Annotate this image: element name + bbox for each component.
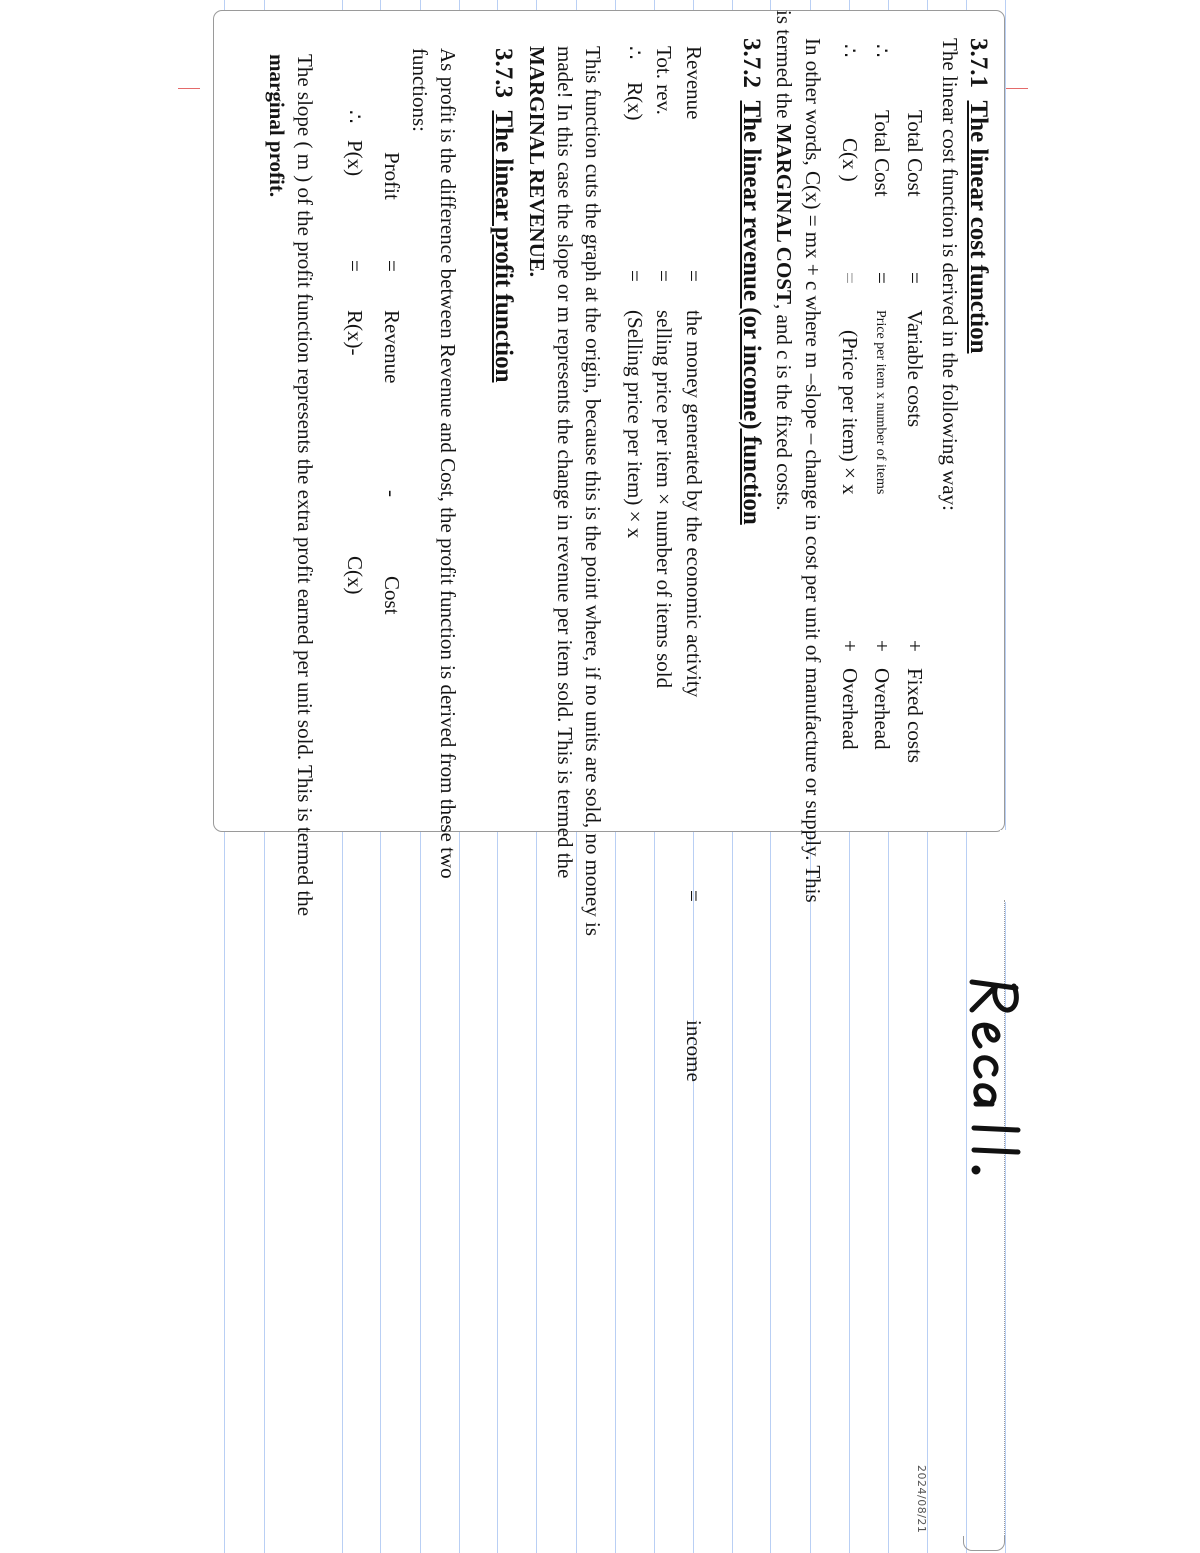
- rev-row3-lhs: R(x): [623, 82, 647, 121]
- cost-row2-op: +: [870, 640, 894, 652]
- cost-row1-a: Variable costs: [903, 310, 927, 428]
- para-373-line2: marginal profit.: [265, 54, 289, 198]
- cost-row3-lhs: C(x ): [838, 138, 862, 182]
- intro-371: The linear cost function is derived in the following way:: [938, 38, 962, 511]
- profit-row2-b: C(x): [343, 556, 367, 595]
- intro-373-line2: functions:: [408, 48, 432, 132]
- cost-row2-lhs: Total Cost: [870, 110, 894, 197]
- profit-row2-eq: =: [343, 260, 367, 272]
- profit-row1-lhs: Profit: [380, 152, 404, 200]
- para-372-line1: This function cuts the graph at the origin, because this is the point where, if no units are sold, no money is: [581, 46, 605, 936]
- profit-row1-b: Cost: [380, 576, 404, 615]
- para-372-line2: made! In this case the slope or m represents the change in revenue per item sold. This is termed the: [553, 46, 577, 879]
- document-content: [20, 10, 1020, 1550]
- cost-row2-a: Price per item x number of items: [873, 310, 888, 495]
- para-371-line1: In other words, C(x) = mx + c where m –slope – change in cost per unit of manufacture or supply. This: [801, 38, 825, 903]
- rev-row3-eq: =: [623, 270, 647, 282]
- rev-row1-eq2: =: [682, 890, 706, 902]
- cost-row3-op: +: [838, 640, 862, 652]
- date-stamp: 2024/08/21: [915, 1465, 928, 1534]
- rev-row2-rhs: selling price per item × number of items sold: [652, 310, 676, 689]
- profit-row2-a: R(x)-: [343, 310, 367, 356]
- rev-row1-rhs2: income: [682, 1020, 706, 1082]
- rev-row1-eq: =: [682, 270, 706, 282]
- rev-row2-eq: =: [652, 270, 676, 282]
- para-371-line2: is termed the MARGINAL COST, and c is the fixed costs.: [772, 10, 796, 511]
- cost-row1-lhs: Total Cost: [903, 110, 927, 197]
- cost-row2-eq: =: [870, 272, 894, 284]
- cost-row2-therefore: ∴: [870, 44, 894, 58]
- cost-row3-eq: =: [838, 272, 862, 284]
- cost-row2-b: Overhead: [870, 668, 894, 750]
- rev-row1-lhs: Revenue: [682, 46, 706, 120]
- profit-row1-eq: =: [380, 260, 404, 272]
- section-heading-373: 3.7.3 The linear profit function: [490, 48, 517, 383]
- section-heading-371: 3.7.1 The linear cost function: [965, 38, 992, 354]
- rev-row2-lhs: Tot. rev.: [652, 46, 676, 115]
- intro-373-line1: As profit is the difference between Revenue and Cost, the profit function is derived from these two: [436, 48, 460, 879]
- section-heading-372: 3.7.2 The linear revenue (or income) function: [738, 38, 765, 525]
- cost-row1-b: Fixed costs: [903, 668, 927, 764]
- para-373-line1: The slope ( m ) of the profit function represents the extra profit earned per unit sold. This is termed the: [293, 54, 317, 917]
- profit-row2-lhs: P(x): [343, 140, 367, 177]
- profit-row2-therefore: ∴: [343, 110, 367, 124]
- cost-row1-eq: =: [903, 272, 927, 284]
- cost-row3-therefore: ∴: [838, 44, 862, 58]
- rotated-page: [20, 10, 1020, 1550]
- rev-row3-rhs: (Selling price per item) × x: [623, 310, 647, 539]
- profit-row1-op: -: [380, 490, 404, 497]
- rev-row1-rhs: the money generated by the economic activity: [682, 310, 706, 698]
- rev-row3-therefore: ∴: [623, 46, 647, 60]
- cost-row3-b: Overhead: [838, 668, 862, 750]
- cost-row1-op: +: [903, 640, 927, 652]
- para-372-line3: MARGINAL REVENUE.: [525, 46, 549, 278]
- cost-row3-a: (Price per item) × x: [838, 330, 862, 495]
- profit-row1-a: Revenue: [380, 310, 404, 384]
